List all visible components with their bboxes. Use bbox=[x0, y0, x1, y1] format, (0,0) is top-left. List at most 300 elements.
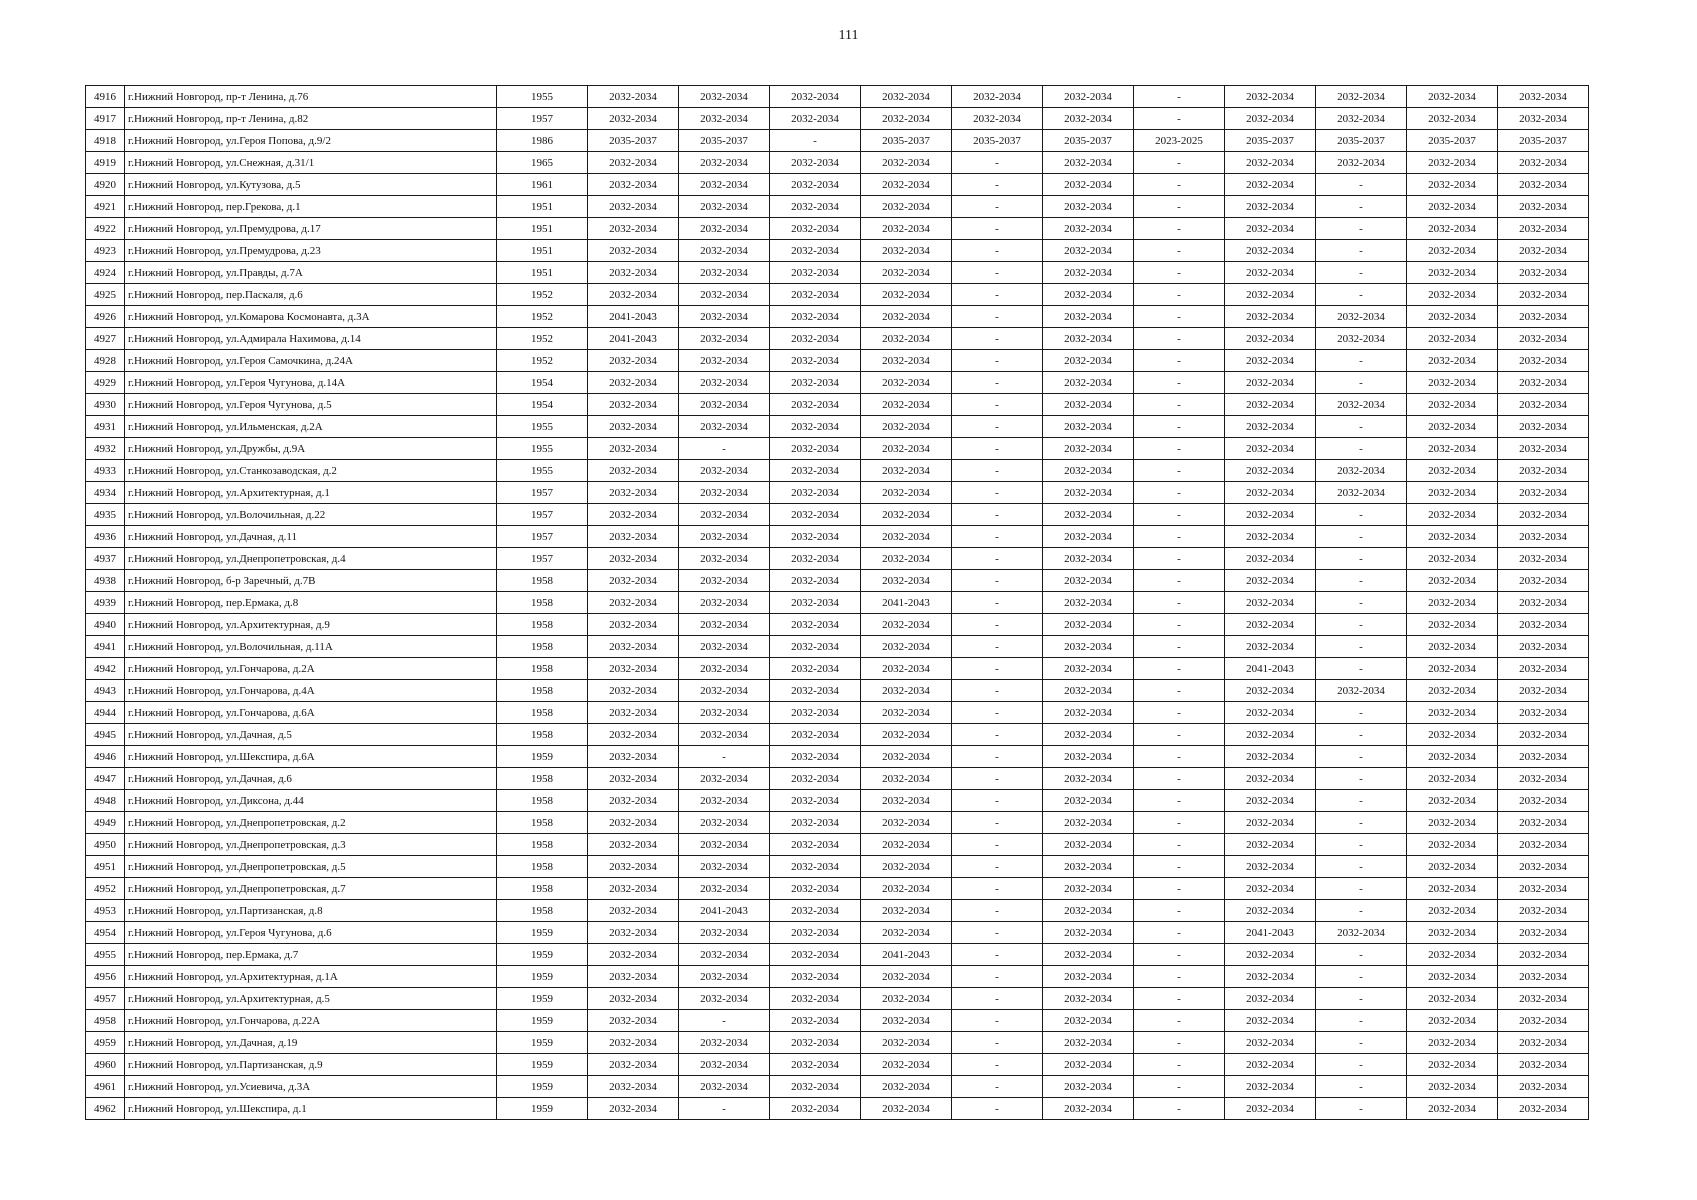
period-cell-7: - bbox=[1134, 812, 1225, 834]
period-cell-7: - bbox=[1134, 702, 1225, 724]
period-cell-3: 2032-2034 bbox=[770, 966, 861, 988]
period-cell-1: 2032-2034 bbox=[588, 790, 679, 812]
build-year-cell: 1955 bbox=[497, 86, 588, 108]
period-cell-4: 2032-2034 bbox=[861, 394, 952, 416]
table-row bbox=[86, 438, 1589, 460]
period-cell-3: 2032-2034 bbox=[770, 944, 861, 966]
table-row bbox=[86, 1098, 1589, 1120]
period-cell-10: 2032-2034 bbox=[1407, 460, 1498, 482]
period-cell-10: 2032-2034 bbox=[1407, 152, 1498, 174]
period-cell-2: 2032-2034 bbox=[679, 262, 770, 284]
period-cell-6: 2032-2034 bbox=[1043, 1098, 1134, 1120]
period-cell-2: 2032-2034 bbox=[679, 284, 770, 306]
table-row bbox=[86, 636, 1589, 658]
period-cell-3: 2032-2034 bbox=[770, 746, 861, 768]
period-cell-5: - bbox=[952, 306, 1043, 328]
period-cell-9: - bbox=[1316, 812, 1407, 834]
address-cell: г.Нижний Новгород, ул.Днепропетровская, д.5 bbox=[125, 856, 497, 878]
period-cell-9: - bbox=[1316, 746, 1407, 768]
period-cell-10: 2032-2034 bbox=[1407, 1054, 1498, 1076]
address-cell: г.Нижний Новгород, ул.Архитектурная, д.1 bbox=[125, 482, 497, 504]
address-cell: г.Нижний Новгород, пер.Ермака, д.8 bbox=[125, 592, 497, 614]
period-cell-10: 2032-2034 bbox=[1407, 1076, 1498, 1098]
build-year-cell: 1958 bbox=[497, 614, 588, 636]
period-cell-9: 2032-2034 bbox=[1316, 922, 1407, 944]
row-number-cell: 4932 bbox=[86, 438, 125, 460]
period-cell-6: 2032-2034 bbox=[1043, 350, 1134, 372]
period-cell-4: 2032-2034 bbox=[861, 1098, 952, 1120]
period-cell-3: 2032-2034 bbox=[770, 592, 861, 614]
period-cell-4: 2032-2034 bbox=[861, 350, 952, 372]
build-year-cell: 1958 bbox=[497, 658, 588, 680]
table-row bbox=[86, 702, 1589, 724]
address-cell: г.Нижний Новгород, ул.Гончарова, д.4А bbox=[125, 680, 497, 702]
period-cell-4: 2032-2034 bbox=[861, 306, 952, 328]
period-cell-8: 2032-2034 bbox=[1225, 460, 1316, 482]
period-cell-11: 2032-2034 bbox=[1498, 834, 1589, 856]
period-cell-10: 2032-2034 bbox=[1407, 900, 1498, 922]
period-cell-4: 2032-2034 bbox=[861, 922, 952, 944]
period-cell-4: 2032-2034 bbox=[861, 284, 952, 306]
period-cell-6: 2032-2034 bbox=[1043, 922, 1134, 944]
period-cell-5: - bbox=[952, 812, 1043, 834]
row-number-cell: 4951 bbox=[86, 856, 125, 878]
period-cell-5: - bbox=[952, 570, 1043, 592]
period-cell-11: 2032-2034 bbox=[1498, 614, 1589, 636]
period-cell-2: 2032-2034 bbox=[679, 988, 770, 1010]
period-cell-7: - bbox=[1134, 240, 1225, 262]
period-cell-3: 2032-2034 bbox=[770, 372, 861, 394]
period-cell-11: 2032-2034 bbox=[1498, 768, 1589, 790]
period-cell-8: 2032-2034 bbox=[1225, 812, 1316, 834]
period-cell-5: - bbox=[952, 746, 1043, 768]
build-year-cell: 1958 bbox=[497, 592, 588, 614]
period-cell-5: - bbox=[952, 460, 1043, 482]
period-cell-3: 2032-2034 bbox=[770, 570, 861, 592]
period-cell-11: 2032-2034 bbox=[1498, 416, 1589, 438]
period-cell-10: 2032-2034 bbox=[1407, 482, 1498, 504]
address-cell: г.Нижний Новгород, ул.Героя Чугунова, д.5 bbox=[125, 394, 497, 416]
period-cell-3: 2032-2034 bbox=[770, 350, 861, 372]
address-cell: г.Нижний Новгород, ул.Диксона, д.44 bbox=[125, 790, 497, 812]
address-cell: г.Нижний Новгород, ул.Премудрова, д.17 bbox=[125, 218, 497, 240]
period-cell-11: 2032-2034 bbox=[1498, 680, 1589, 702]
period-cell-10: 2032-2034 bbox=[1407, 284, 1498, 306]
period-cell-4: 2032-2034 bbox=[861, 328, 952, 350]
period-cell-10: 2032-2034 bbox=[1407, 878, 1498, 900]
period-cell-4: 2032-2034 bbox=[861, 966, 952, 988]
period-cell-6: 2032-2034 bbox=[1043, 306, 1134, 328]
period-cell-3: 2032-2034 bbox=[770, 1098, 861, 1120]
build-year-cell: 1958 bbox=[497, 812, 588, 834]
period-cell-1: 2032-2034 bbox=[588, 526, 679, 548]
period-cell-1: 2032-2034 bbox=[588, 746, 679, 768]
period-cell-5: - bbox=[952, 988, 1043, 1010]
period-cell-1: 2032-2034 bbox=[588, 592, 679, 614]
period-cell-3: 2032-2034 bbox=[770, 878, 861, 900]
address-cell: г.Нижний Новгород, ул.Комарова Космонавта, д.3А bbox=[125, 306, 497, 328]
period-cell-2: 2032-2034 bbox=[679, 614, 770, 636]
period-cell-9: - bbox=[1316, 592, 1407, 614]
table-row bbox=[86, 416, 1589, 438]
row-number-cell: 4949 bbox=[86, 812, 125, 834]
period-cell-1: 2032-2034 bbox=[588, 636, 679, 658]
period-cell-2: 2032-2034 bbox=[679, 658, 770, 680]
period-cell-6: 2032-2034 bbox=[1043, 592, 1134, 614]
period-cell-10: 2032-2034 bbox=[1407, 636, 1498, 658]
period-cell-2: 2032-2034 bbox=[679, 680, 770, 702]
row-number-cell: 4948 bbox=[86, 790, 125, 812]
period-cell-11: 2032-2034 bbox=[1498, 746, 1589, 768]
build-year-cell: 1952 bbox=[497, 284, 588, 306]
table-row bbox=[86, 152, 1589, 174]
housing-repair-schedule-table bbox=[85, 85, 1589, 1120]
period-cell-9: 2032-2034 bbox=[1316, 152, 1407, 174]
row-number-cell: 4934 bbox=[86, 482, 125, 504]
address-cell: г.Нижний Новгород, ул.Гончарова, д.6А bbox=[125, 702, 497, 724]
period-cell-11: 2032-2034 bbox=[1498, 86, 1589, 108]
period-cell-9: - bbox=[1316, 724, 1407, 746]
row-number-cell: 4919 bbox=[86, 152, 125, 174]
period-cell-11: 2032-2034 bbox=[1498, 790, 1589, 812]
period-cell-4: 2032-2034 bbox=[861, 240, 952, 262]
period-cell-11: 2032-2034 bbox=[1498, 1010, 1589, 1032]
period-cell-8: 2032-2034 bbox=[1225, 856, 1316, 878]
period-cell-2: 2032-2034 bbox=[679, 1054, 770, 1076]
period-cell-7: 2023-2025 bbox=[1134, 130, 1225, 152]
address-cell: г.Нижний Новгород, пер.Ермака, д.7 bbox=[125, 944, 497, 966]
period-cell-2: 2032-2034 bbox=[679, 1032, 770, 1054]
period-cell-1: 2032-2034 bbox=[588, 548, 679, 570]
period-cell-2: - bbox=[679, 746, 770, 768]
period-cell-2: 2032-2034 bbox=[679, 878, 770, 900]
period-cell-3: 2032-2034 bbox=[770, 284, 861, 306]
period-cell-3: 2032-2034 bbox=[770, 702, 861, 724]
period-cell-2: - bbox=[679, 438, 770, 460]
period-cell-3: 2032-2034 bbox=[770, 548, 861, 570]
period-cell-9: - bbox=[1316, 834, 1407, 856]
row-number-cell: 4939 bbox=[86, 592, 125, 614]
period-cell-10: 2032-2034 bbox=[1407, 724, 1498, 746]
period-cell-11: 2032-2034 bbox=[1498, 1054, 1589, 1076]
period-cell-7: - bbox=[1134, 86, 1225, 108]
period-cell-1: 2032-2034 bbox=[588, 1032, 679, 1054]
period-cell-10: 2032-2034 bbox=[1407, 658, 1498, 680]
period-cell-6: 2032-2034 bbox=[1043, 658, 1134, 680]
period-cell-2: 2032-2034 bbox=[679, 790, 770, 812]
period-cell-2: 2032-2034 bbox=[679, 702, 770, 724]
period-cell-10: 2032-2034 bbox=[1407, 1098, 1498, 1120]
period-cell-9: - bbox=[1316, 548, 1407, 570]
period-cell-2: 2032-2034 bbox=[679, 570, 770, 592]
period-cell-6: 2032-2034 bbox=[1043, 834, 1134, 856]
period-cell-4: 2032-2034 bbox=[861, 262, 952, 284]
period-cell-8: 2032-2034 bbox=[1225, 284, 1316, 306]
period-cell-7: - bbox=[1134, 152, 1225, 174]
period-cell-2: 2032-2034 bbox=[679, 196, 770, 218]
address-cell: г.Нижний Новгород, пер.Паскаля, д.6 bbox=[125, 284, 497, 306]
address-cell: г.Нижний Новгород, ул.Архитектурная, д.5 bbox=[125, 988, 497, 1010]
period-cell-7: - bbox=[1134, 680, 1225, 702]
period-cell-4: 2032-2034 bbox=[861, 1054, 952, 1076]
period-cell-10: 2032-2034 bbox=[1407, 394, 1498, 416]
row-number-cell: 4923 bbox=[86, 240, 125, 262]
address-cell: г.Нижний Новгород, ул.Архитектурная, д.1А bbox=[125, 966, 497, 988]
period-cell-8: 2032-2034 bbox=[1225, 504, 1316, 526]
period-cell-11: 2032-2034 bbox=[1498, 702, 1589, 724]
address-cell: г.Нижний Новгород, б-р Заречный, д.7В bbox=[125, 570, 497, 592]
period-cell-4: 2032-2034 bbox=[861, 152, 952, 174]
period-cell-1: 2032-2034 bbox=[588, 394, 679, 416]
period-cell-3: 2032-2034 bbox=[770, 636, 861, 658]
period-cell-10: 2032-2034 bbox=[1407, 504, 1498, 526]
period-cell-8: 2041-2043 bbox=[1225, 658, 1316, 680]
period-cell-3: 2032-2034 bbox=[770, 790, 861, 812]
period-cell-7: - bbox=[1134, 548, 1225, 570]
period-cell-5: - bbox=[952, 1054, 1043, 1076]
period-cell-6: 2032-2034 bbox=[1043, 262, 1134, 284]
period-cell-10: 2032-2034 bbox=[1407, 328, 1498, 350]
period-cell-10: 2032-2034 bbox=[1407, 196, 1498, 218]
period-cell-3: 2032-2034 bbox=[770, 152, 861, 174]
period-cell-7: - bbox=[1134, 416, 1225, 438]
period-cell-8: 2032-2034 bbox=[1225, 724, 1316, 746]
row-number-cell: 4926 bbox=[86, 306, 125, 328]
period-cell-9: - bbox=[1316, 1098, 1407, 1120]
period-cell-7: - bbox=[1134, 790, 1225, 812]
period-cell-10: 2032-2034 bbox=[1407, 570, 1498, 592]
table-row bbox=[86, 988, 1589, 1010]
period-cell-7: - bbox=[1134, 108, 1225, 130]
period-cell-2: 2032-2034 bbox=[679, 526, 770, 548]
period-cell-10: 2032-2034 bbox=[1407, 702, 1498, 724]
period-cell-7: - bbox=[1134, 1054, 1225, 1076]
address-cell: г.Нижний Новгород, ул.Днепропетровская, д.4 bbox=[125, 548, 497, 570]
page-number: 111 bbox=[838, 28, 859, 43]
build-year-cell: 1958 bbox=[497, 570, 588, 592]
address-cell: г.Нижний Новгород, ул.Героя Попова, д.9/2 bbox=[125, 130, 497, 152]
period-cell-9: - bbox=[1316, 636, 1407, 658]
address-cell: г.Нижний Новгород, ул.Днепропетровская, д.7 bbox=[125, 878, 497, 900]
period-cell-9: - bbox=[1316, 174, 1407, 196]
period-cell-4: 2032-2034 bbox=[861, 1010, 952, 1032]
period-cell-3: 2032-2034 bbox=[770, 306, 861, 328]
period-cell-10: 2032-2034 bbox=[1407, 592, 1498, 614]
table-row bbox=[86, 86, 1589, 108]
period-cell-6: 2032-2034 bbox=[1043, 966, 1134, 988]
period-cell-11: 2032-2034 bbox=[1498, 1076, 1589, 1098]
build-year-cell: 1959 bbox=[497, 922, 588, 944]
period-cell-6: 2032-2034 bbox=[1043, 394, 1134, 416]
period-cell-10: 2032-2034 bbox=[1407, 790, 1498, 812]
period-cell-11: 2032-2034 bbox=[1498, 350, 1589, 372]
address-cell: г.Нижний Новгород, ул.Дачная, д.5 bbox=[125, 724, 497, 746]
row-number-cell: 4956 bbox=[86, 966, 125, 988]
period-cell-1: 2032-2034 bbox=[588, 680, 679, 702]
period-cell-10: 2035-2037 bbox=[1407, 130, 1498, 152]
address-cell: г.Нижний Новгород, ул.Правды, д.7А bbox=[125, 262, 497, 284]
period-cell-6: 2032-2034 bbox=[1043, 1054, 1134, 1076]
period-cell-6: 2032-2034 bbox=[1043, 746, 1134, 768]
period-cell-4: 2032-2034 bbox=[861, 460, 952, 482]
period-cell-8: 2032-2034 bbox=[1225, 1098, 1316, 1120]
period-cell-5: - bbox=[952, 900, 1043, 922]
address-cell: г.Нижний Новгород, ул.Шекспира, д.6А bbox=[125, 746, 497, 768]
build-year-cell: 1958 bbox=[497, 724, 588, 746]
build-year-cell: 1957 bbox=[497, 504, 588, 526]
period-cell-8: 2032-2034 bbox=[1225, 768, 1316, 790]
period-cell-9: - bbox=[1316, 438, 1407, 460]
address-cell: г.Нижний Новгород, ул.Партизанская, д.8 bbox=[125, 900, 497, 922]
build-year-cell: 1959 bbox=[497, 1054, 588, 1076]
table-row bbox=[86, 240, 1589, 262]
period-cell-11: 2032-2034 bbox=[1498, 526, 1589, 548]
period-cell-11: 2032-2034 bbox=[1498, 1032, 1589, 1054]
address-cell: г.Нижний Новгород, ул.Дачная, д.6 bbox=[125, 768, 497, 790]
period-cell-3: 2032-2034 bbox=[770, 768, 861, 790]
table-row bbox=[86, 746, 1589, 768]
period-cell-5: - bbox=[952, 790, 1043, 812]
period-cell-4: 2032-2034 bbox=[861, 812, 952, 834]
period-cell-11: 2032-2034 bbox=[1498, 658, 1589, 680]
build-year-cell: 1958 bbox=[497, 768, 588, 790]
address-cell: г.Нижний Новгород, ул.Дружбы, д.9А bbox=[125, 438, 497, 460]
table-row bbox=[86, 878, 1589, 900]
period-cell-6: 2032-2034 bbox=[1043, 1032, 1134, 1054]
period-cell-10: 2032-2034 bbox=[1407, 240, 1498, 262]
period-cell-1: 2032-2034 bbox=[588, 438, 679, 460]
period-cell-4: 2032-2034 bbox=[861, 900, 952, 922]
period-cell-1: 2041-2043 bbox=[588, 328, 679, 350]
address-cell: г.Нижний Новгород, ул.Премудрова, д.23 bbox=[125, 240, 497, 262]
period-cell-8: 2032-2034 bbox=[1225, 526, 1316, 548]
period-cell-5: - bbox=[952, 328, 1043, 350]
period-cell-10: 2032-2034 bbox=[1407, 548, 1498, 570]
address-cell: г.Нижний Новгород, пер.Грекова, д.1 bbox=[125, 196, 497, 218]
build-year-cell: 1952 bbox=[497, 350, 588, 372]
period-cell-5: - bbox=[952, 922, 1043, 944]
period-cell-2: 2032-2034 bbox=[679, 350, 770, 372]
period-cell-5: - bbox=[952, 152, 1043, 174]
period-cell-9: - bbox=[1316, 284, 1407, 306]
table-row bbox=[86, 658, 1589, 680]
period-cell-4: 2032-2034 bbox=[861, 570, 952, 592]
build-year-cell: 1957 bbox=[497, 108, 588, 130]
table-row bbox=[86, 1054, 1589, 1076]
period-cell-6: 2032-2034 bbox=[1043, 702, 1134, 724]
period-cell-6: 2032-2034 bbox=[1043, 680, 1134, 702]
table-body bbox=[86, 86, 1589, 1120]
table-row bbox=[86, 570, 1589, 592]
period-cell-3: 2032-2034 bbox=[770, 658, 861, 680]
period-cell-7: - bbox=[1134, 944, 1225, 966]
period-cell-6: 2032-2034 bbox=[1043, 1010, 1134, 1032]
period-cell-8: 2032-2034 bbox=[1225, 416, 1316, 438]
period-cell-6: 2032-2034 bbox=[1043, 504, 1134, 526]
period-cell-11: 2032-2034 bbox=[1498, 724, 1589, 746]
period-cell-8: 2032-2034 bbox=[1225, 746, 1316, 768]
row-number-cell: 4917 bbox=[86, 108, 125, 130]
table-row bbox=[86, 680, 1589, 702]
period-cell-7: - bbox=[1134, 966, 1225, 988]
period-cell-10: 2032-2034 bbox=[1407, 526, 1498, 548]
period-cell-6: 2032-2034 bbox=[1043, 724, 1134, 746]
period-cell-10: 2032-2034 bbox=[1407, 944, 1498, 966]
build-year-cell: 1965 bbox=[497, 152, 588, 174]
table-row bbox=[86, 614, 1589, 636]
period-cell-11: 2032-2034 bbox=[1498, 394, 1589, 416]
period-cell-2: 2032-2034 bbox=[679, 306, 770, 328]
period-cell-1: 2032-2034 bbox=[588, 658, 679, 680]
period-cell-9: - bbox=[1316, 196, 1407, 218]
period-cell-5: - bbox=[952, 394, 1043, 416]
period-cell-3: 2032-2034 bbox=[770, 174, 861, 196]
period-cell-5: - bbox=[952, 702, 1043, 724]
period-cell-11: 2032-2034 bbox=[1498, 944, 1589, 966]
period-cell-11: 2032-2034 bbox=[1498, 372, 1589, 394]
period-cell-1: 2032-2034 bbox=[588, 614, 679, 636]
period-cell-5: - bbox=[952, 1010, 1043, 1032]
period-cell-3: 2032-2034 bbox=[770, 482, 861, 504]
period-cell-5: - bbox=[952, 548, 1043, 570]
period-cell-2: 2032-2034 bbox=[679, 372, 770, 394]
period-cell-3: 2032-2034 bbox=[770, 196, 861, 218]
table-row bbox=[86, 834, 1589, 856]
period-cell-1: 2032-2034 bbox=[588, 702, 679, 724]
period-cell-4: 2032-2034 bbox=[861, 174, 952, 196]
period-cell-5: - bbox=[952, 218, 1043, 240]
table-row bbox=[86, 328, 1589, 350]
period-cell-8: 2032-2034 bbox=[1225, 218, 1316, 240]
address-cell: г.Нижний Новгород, ул.Днепропетровская, д.2 bbox=[125, 812, 497, 834]
period-cell-2: 2032-2034 bbox=[679, 944, 770, 966]
period-cell-6: 2032-2034 bbox=[1043, 636, 1134, 658]
period-cell-8: 2032-2034 bbox=[1225, 438, 1316, 460]
period-cell-11: 2032-2034 bbox=[1498, 922, 1589, 944]
period-cell-1: 2035-2037 bbox=[588, 130, 679, 152]
period-cell-7: - bbox=[1134, 350, 1225, 372]
period-cell-8: 2032-2034 bbox=[1225, 372, 1316, 394]
build-year-cell: 1952 bbox=[497, 328, 588, 350]
period-cell-10: 2032-2034 bbox=[1407, 768, 1498, 790]
period-cell-9: - bbox=[1316, 702, 1407, 724]
row-number-cell: 4941 bbox=[86, 636, 125, 658]
table-row bbox=[86, 900, 1589, 922]
period-cell-3: 2032-2034 bbox=[770, 438, 861, 460]
build-year-cell: 1958 bbox=[497, 900, 588, 922]
period-cell-9: - bbox=[1316, 416, 1407, 438]
period-cell-2: 2032-2034 bbox=[679, 724, 770, 746]
build-year-cell: 1959 bbox=[497, 944, 588, 966]
period-cell-4: 2032-2034 bbox=[861, 196, 952, 218]
period-cell-8: 2032-2034 bbox=[1225, 350, 1316, 372]
row-number-cell: 4955 bbox=[86, 944, 125, 966]
period-cell-10: 2032-2034 bbox=[1407, 856, 1498, 878]
period-cell-1: 2032-2034 bbox=[588, 878, 679, 900]
address-cell: г.Нижний Новгород, ул.Дачная, д.11 bbox=[125, 526, 497, 548]
period-cell-6: 2032-2034 bbox=[1043, 460, 1134, 482]
period-cell-7: - bbox=[1134, 878, 1225, 900]
period-cell-11: 2032-2034 bbox=[1498, 812, 1589, 834]
period-cell-4: 2032-2034 bbox=[861, 680, 952, 702]
period-cell-10: 2032-2034 bbox=[1407, 746, 1498, 768]
period-cell-7: - bbox=[1134, 482, 1225, 504]
period-cell-11: 2032-2034 bbox=[1498, 592, 1589, 614]
period-cell-8: 2032-2034 bbox=[1225, 482, 1316, 504]
period-cell-11: 2032-2034 bbox=[1498, 504, 1589, 526]
address-cell: г.Нижний Новгород, ул.Волочильная, д.11А bbox=[125, 636, 497, 658]
period-cell-1: 2032-2034 bbox=[588, 350, 679, 372]
